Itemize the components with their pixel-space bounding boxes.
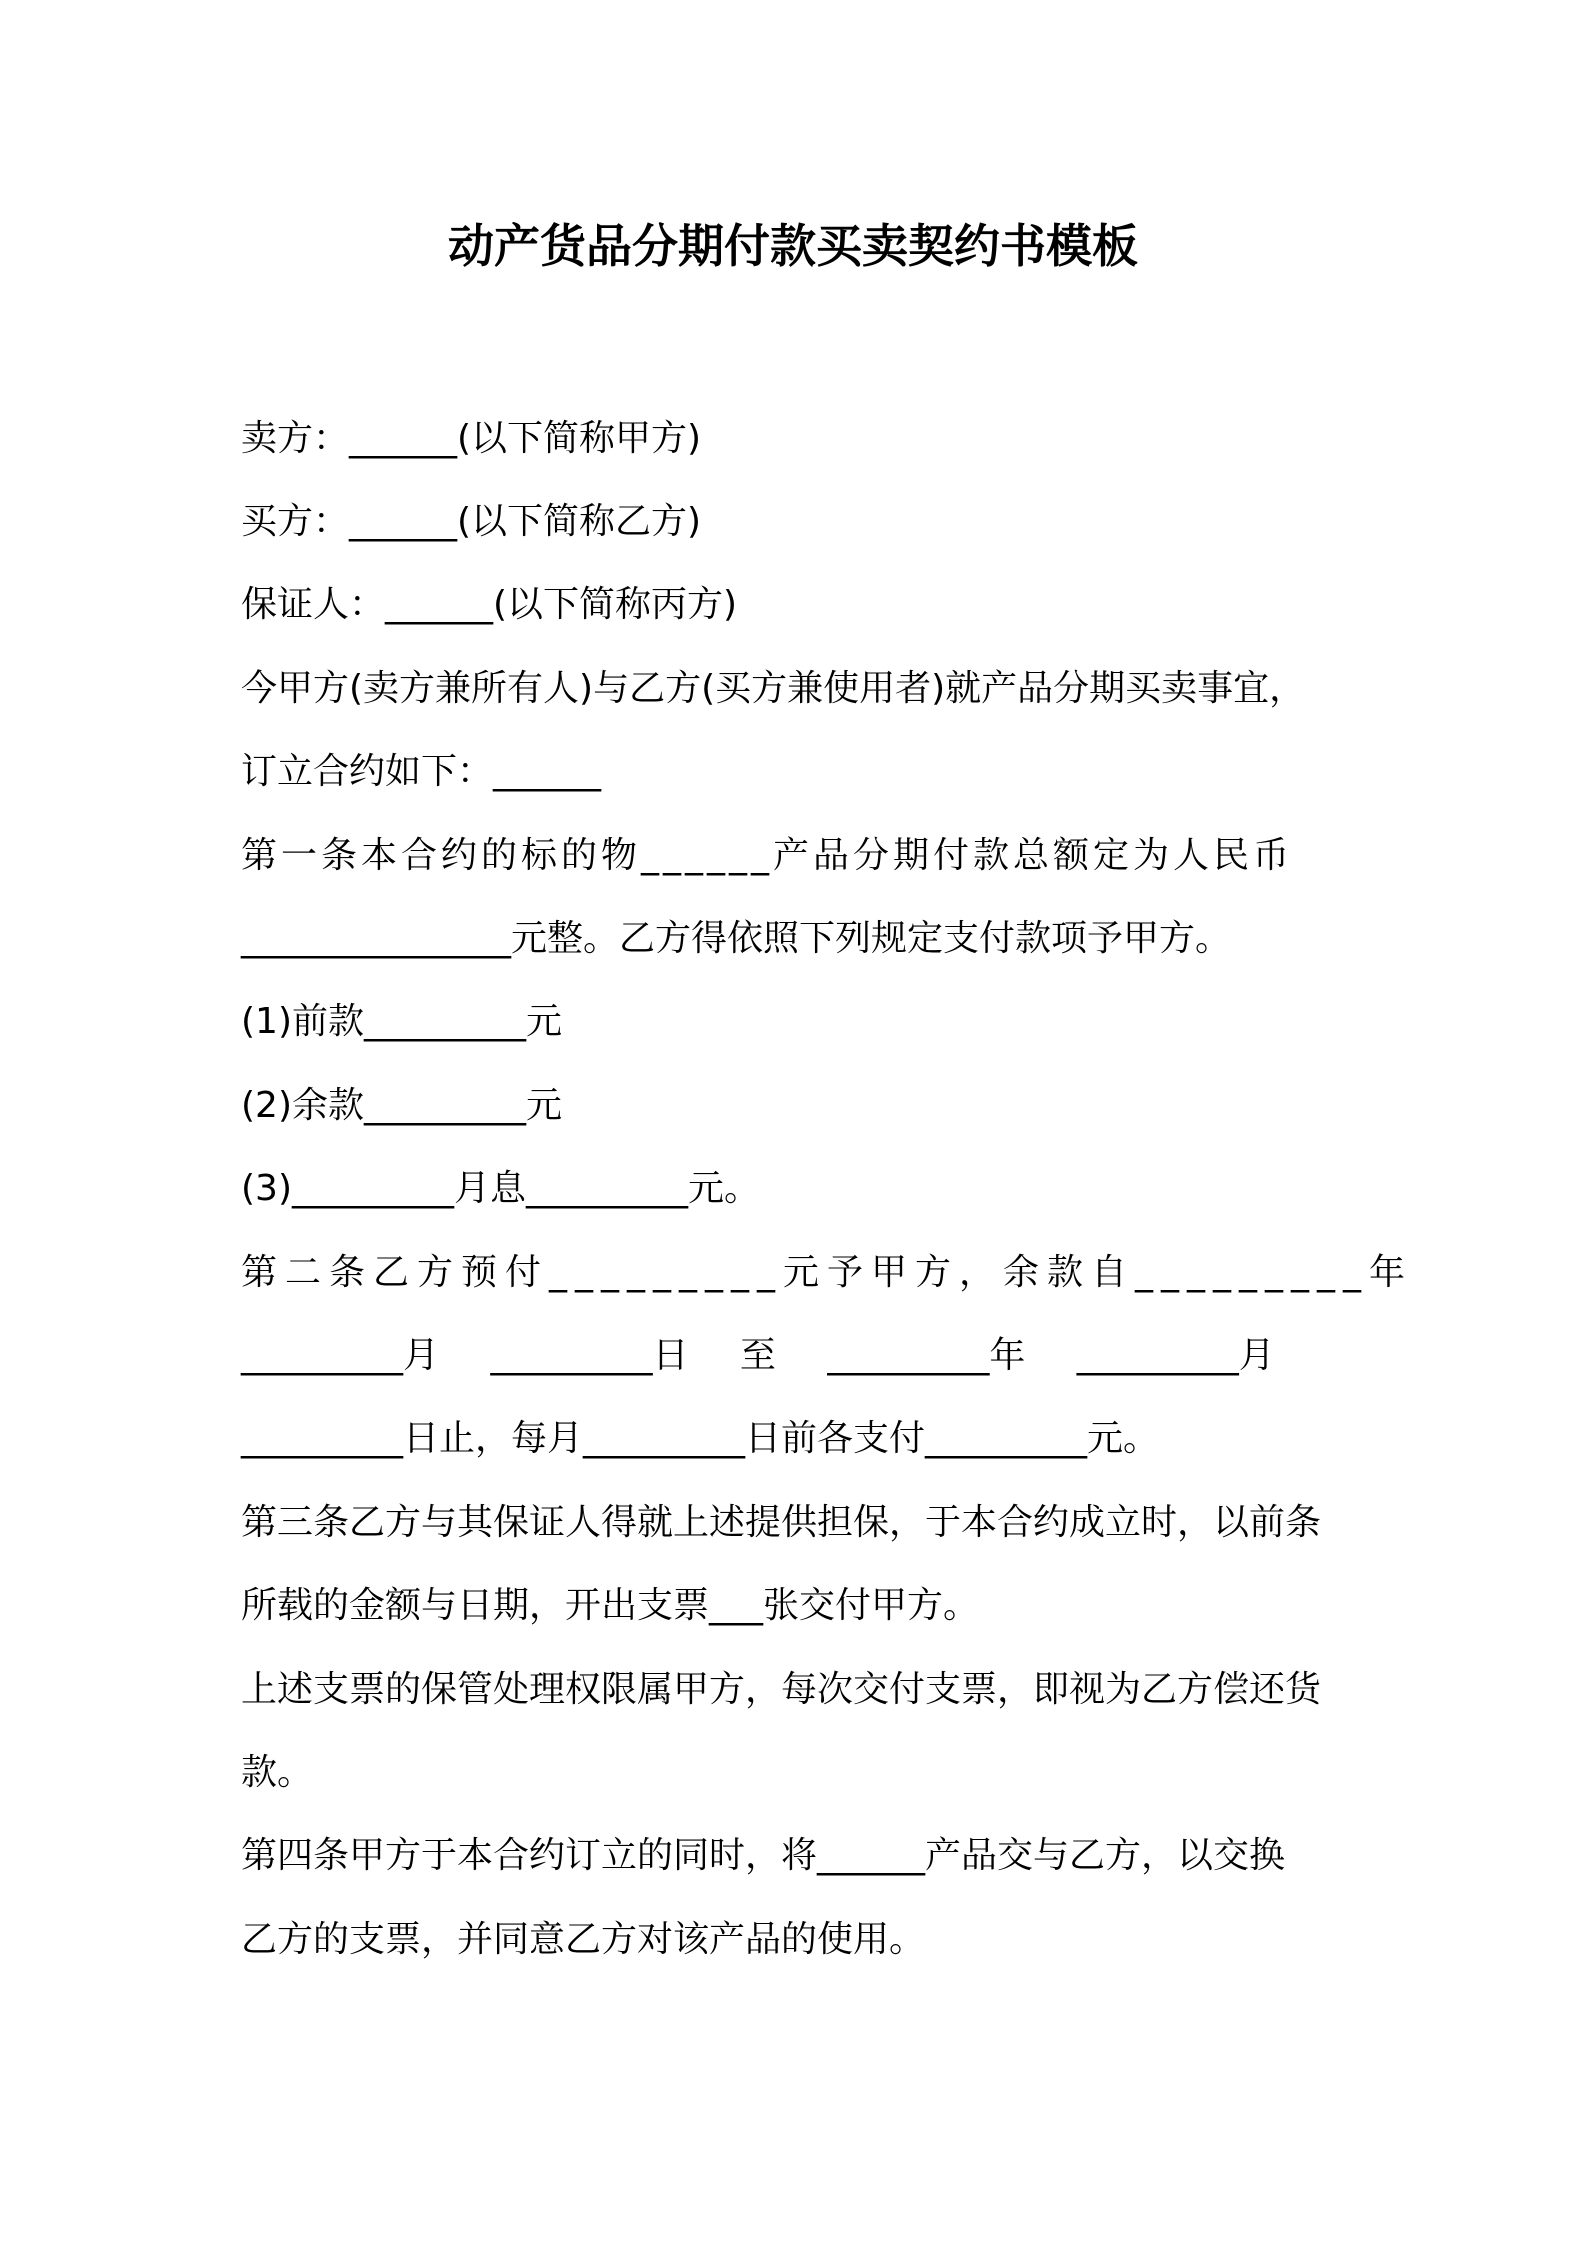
article-3-line: 所载的金额与日期，开出支票___张交付甲方。 — [241, 1585, 980, 1626]
payment-item-line: (3)_________月息_________元。 — [241, 1168, 760, 1209]
preamble-line: 今甲方(卖方兼所有人)与乙方(买方兼使用者)就产品分期买卖事宜， — [241, 668, 1306, 709]
payment-item-line: (2)余款_________元 — [241, 1085, 562, 1126]
buyer-line: 买方：______(以下简称乙方) — [241, 501, 702, 542]
document-title: 动产货品分期付款买卖契约书模板 — [448, 219, 1138, 273]
article-2-line: _________日止，每月_________日前各支付_________元。 — [241, 1418, 1160, 1459]
article-1-line: _______________元整。乙方得依照下列规定支付款项予甲方。 — [241, 918, 1232, 959]
seller-line: 卖方：______(以下简称甲方) — [241, 418, 702, 459]
article-3-line: 款。 — [241, 1752, 314, 1793]
article-4-line: 第四条甲方于本合约订立的同时，将______产品交与乙方，以交换 — [241, 1835, 1286, 1876]
article-1-line: 第一条本合约的标的物______产品分期付款总额定为人民币 — [241, 835, 1294, 876]
article-3-line: 上述支票的保管处理权限属甲方，每次交付支票，即视为乙方偿还货 — [241, 1669, 1322, 1710]
preamble-line: 订立合约如下：______ — [241, 751, 602, 792]
guarantor-line: 保证人：______(以下简称丙方) — [241, 584, 738, 625]
article-3-line: 第三条乙方与其保证人得就上述提供担保，于本合约成立时，以前条 — [241, 1502, 1322, 1543]
article-2-line: 第二条乙方预付_________元予甲方，余款自_________年 — [241, 1252, 1414, 1293]
article-2-line: _________月 _________日 至 _________年 _________月 — [241, 1335, 1275, 1376]
article-4-line: 乙方的支票，并同意乙方对该产品的使用。 — [241, 1919, 926, 1960]
payment-item-line: (1)前款_________元 — [241, 1001, 562, 1042]
